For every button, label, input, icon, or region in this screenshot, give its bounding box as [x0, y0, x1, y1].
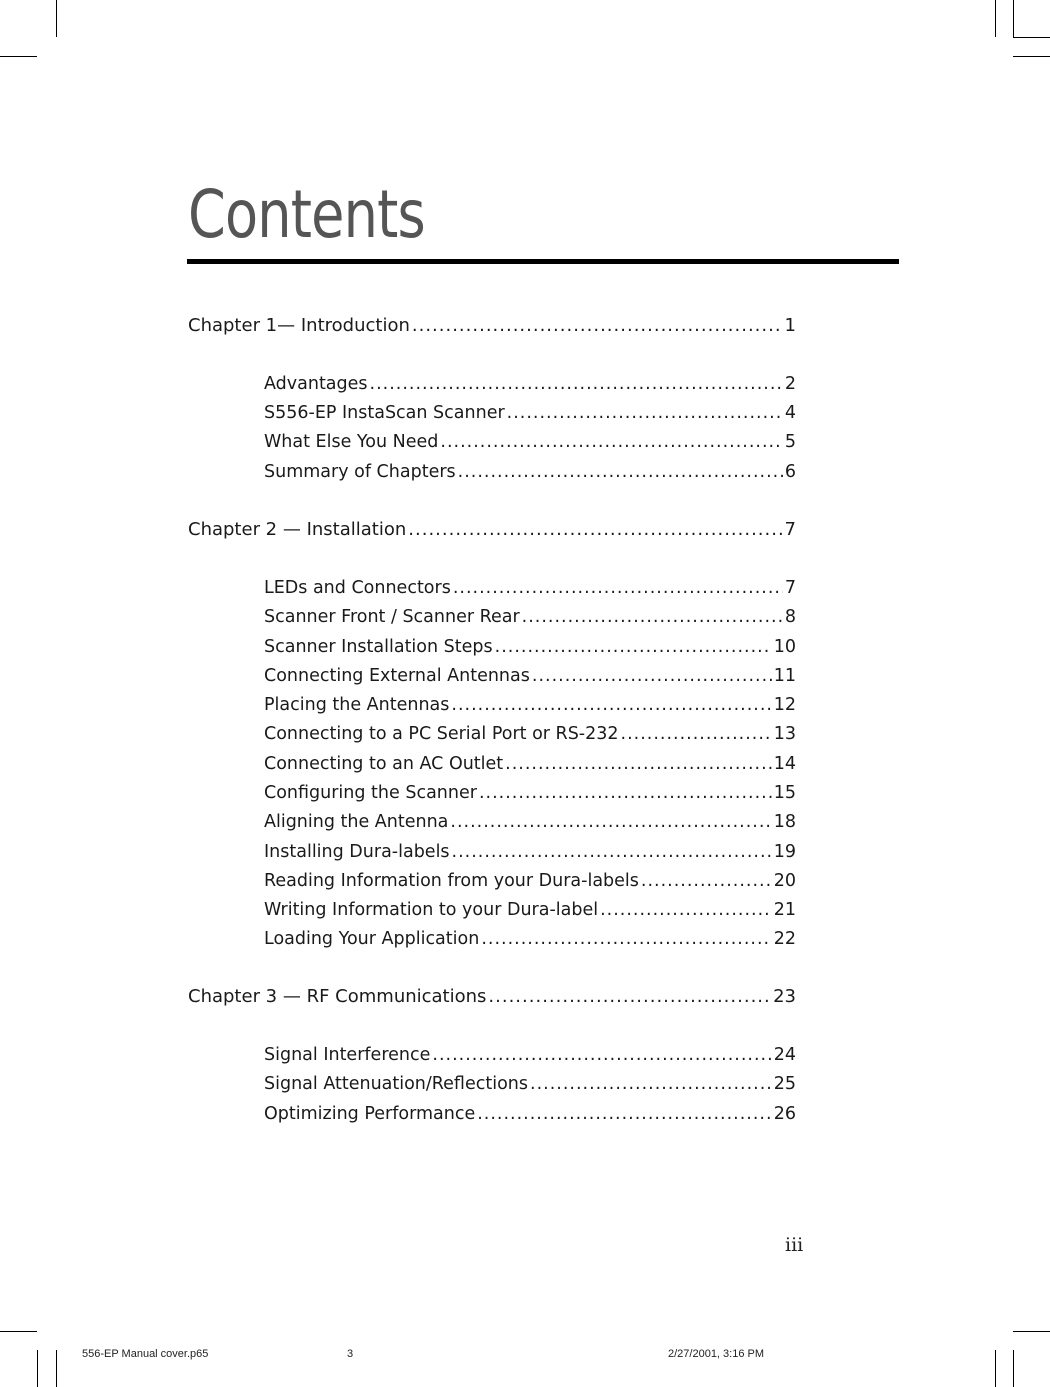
toc-section-entry[interactable] — [264, 431, 796, 453]
toc-entry-title: Installing Dura-labels — [264, 842, 450, 862]
toc-entry-title: LEDs and Connectors — [264, 578, 451, 598]
slug-page: 3 — [347, 1348, 354, 1360]
toc-section-entry[interactable] — [264, 928, 796, 950]
crop-mark — [56, 1350, 57, 1387]
toc-section-entry[interactable] — [264, 461, 796, 483]
toc-chapter-entry[interactable] — [188, 315, 796, 337]
toc-entry-title: Signal Interference — [264, 1045, 431, 1065]
toc-entry-title: Loading Your Application — [264, 929, 480, 949]
toc-entry-page: 14 — [773, 754, 796, 774]
toc-dot-leader — [440, 431, 782, 453]
toc-entry-page: 23 — [773, 986, 796, 1007]
crop-mark — [1013, 0, 1014, 37]
toc-entry-title: Connecting to an AC Outlet — [264, 754, 504, 774]
toc-dot-leader — [621, 723, 772, 745]
toc-entry-title: Advantages — [264, 374, 368, 394]
toc-entry-page: 10 — [773, 637, 796, 657]
toc-dot-leader — [530, 1073, 772, 1095]
toc-entry-title: Placing the Antennas — [264, 695, 450, 715]
toc-chapter-entry[interactable] — [188, 519, 796, 541]
crop-mark — [56, 0, 57, 37]
toc-entry-title: S556-EP InstaScan Scanner — [264, 403, 505, 423]
toc-section-entry[interactable] — [264, 782, 796, 804]
toc-entry-page: 20 — [773, 871, 796, 891]
toc-entry-title: Scanner Installation Steps — [264, 637, 493, 657]
toc-dot-leader — [488, 986, 771, 1008]
toc-entry-title: Scanner Front / Scanner Rear — [264, 607, 520, 627]
toc-section-entry[interactable] — [264, 373, 796, 395]
toc-section-entry[interactable] — [264, 753, 796, 775]
toc-dot-leader — [507, 402, 783, 424]
title-rule — [187, 259, 899, 264]
toc-entry-title: Configuring the Scanner — [264, 783, 477, 803]
toc-entry-page: 22 — [773, 929, 796, 949]
toc-dot-leader — [479, 782, 772, 804]
toc-section-entry[interactable] — [264, 1103, 796, 1125]
toc-entry-page: 19 — [773, 842, 796, 862]
toc-section-entry[interactable] — [264, 811, 796, 833]
crop-mark — [1013, 37, 1050, 38]
toc-entry-title: Reading Information from your Dura-labels — [264, 871, 639, 891]
toc-entry-page: 15 — [773, 783, 796, 803]
toc-dot-leader — [452, 841, 772, 863]
toc-section-entry[interactable] — [264, 636, 796, 658]
page-number: iii — [785, 1234, 804, 1256]
toc-entry-page: 4 — [784, 403, 796, 423]
toc-entry-title: Chapter 3 — RF Communications — [188, 986, 487, 1007]
toc-dot-leader — [453, 577, 783, 599]
toc-section-entry[interactable] — [264, 577, 796, 599]
toc-entry-page: 25 — [773, 1074, 796, 1094]
crop-mark — [1013, 1350, 1014, 1387]
toc-chapter-entry[interactable] — [188, 986, 796, 1008]
crop-mark — [1013, 1331, 1050, 1332]
crop-mark — [995, 1350, 996, 1387]
toc-dot-leader — [522, 606, 783, 628]
toc-entry-page: 2 — [784, 374, 796, 394]
toc-dot-leader — [481, 928, 771, 950]
toc-dot-leader — [450, 811, 771, 833]
toc-entry-page: 21 — [773, 900, 796, 920]
toc-entry-page: 8 — [784, 607, 796, 627]
toc-section-entry[interactable] — [264, 841, 796, 863]
toc-dot-leader — [641, 870, 772, 892]
page-title: Contents — [188, 176, 425, 253]
toc-entry-page: 26 — [773, 1104, 796, 1124]
toc-dot-leader — [451, 694, 771, 716]
toc-dot-leader — [532, 665, 772, 687]
toc-entry-page: 11 — [773, 666, 796, 686]
toc-dot-leader — [370, 373, 783, 395]
slug-timestamp: 2/27/2001, 3:16 PM — [668, 1348, 765, 1360]
toc-section-entry[interactable] — [264, 402, 796, 424]
toc-entry-title: What Else You Need — [264, 432, 439, 452]
toc-entry-page: 18 — [773, 812, 796, 832]
toc-section-entry[interactable] — [264, 606, 796, 628]
toc-dot-leader — [495, 636, 772, 658]
toc-section-entry[interactable] — [264, 899, 796, 921]
toc-entry-title: Chapter 1— Introduction — [188, 315, 410, 336]
toc-entry-page: 13 — [773, 724, 796, 744]
toc-dot-leader — [408, 519, 782, 541]
toc-section-entry[interactable] — [264, 694, 796, 716]
slug-filename: 556-EP Manual cover.p65 — [82, 1348, 209, 1360]
toc-entry-page: 7 — [784, 519, 796, 540]
toc-entry-title: Connecting to a PC Serial Port or RS-232 — [264, 724, 619, 744]
toc-dot-leader — [412, 315, 783, 337]
toc-section-entry[interactable] — [264, 1073, 796, 1095]
crop-mark — [995, 0, 996, 37]
toc-dot-leader — [600, 899, 772, 921]
toc-entry-title: Chapter 2 — Installation — [188, 519, 407, 540]
toc-section-entry[interactable] — [264, 870, 796, 892]
toc-entry-page: 6 — [784, 462, 796, 482]
toc-entry-page: 1 — [784, 315, 796, 336]
toc-entry-title: Optimizing Performance — [264, 1104, 476, 1124]
crop-mark — [37, 1350, 38, 1387]
toc-dot-leader — [458, 461, 783, 483]
toc-entry-title: Signal Attenuation/Reflections — [264, 1074, 528, 1094]
toc-entry-page: 12 — [773, 695, 796, 715]
crop-mark — [0, 56, 37, 57]
toc-entry-page: 7 — [784, 578, 796, 598]
toc-section-entry[interactable] — [264, 723, 796, 745]
toc-dot-leader — [505, 753, 772, 775]
crop-mark — [0, 1331, 37, 1332]
toc-section-entry[interactable] — [264, 1044, 796, 1066]
toc-dot-leader — [432, 1044, 771, 1066]
toc-section-entry[interactable] — [264, 665, 796, 687]
toc-entry-title: Connecting External Antennas — [264, 666, 530, 686]
toc-entry-title: Writing Information to your Dura-label — [264, 900, 599, 920]
toc-entry-page: 24 — [773, 1045, 796, 1065]
toc-entry-title: Aligning the Antenna — [264, 812, 449, 832]
crop-mark — [1013, 56, 1050, 57]
toc-dot-leader — [477, 1103, 771, 1125]
toc-entry-title: Summary of Chapters — [264, 462, 456, 482]
toc-entry-page: 5 — [784, 432, 796, 452]
